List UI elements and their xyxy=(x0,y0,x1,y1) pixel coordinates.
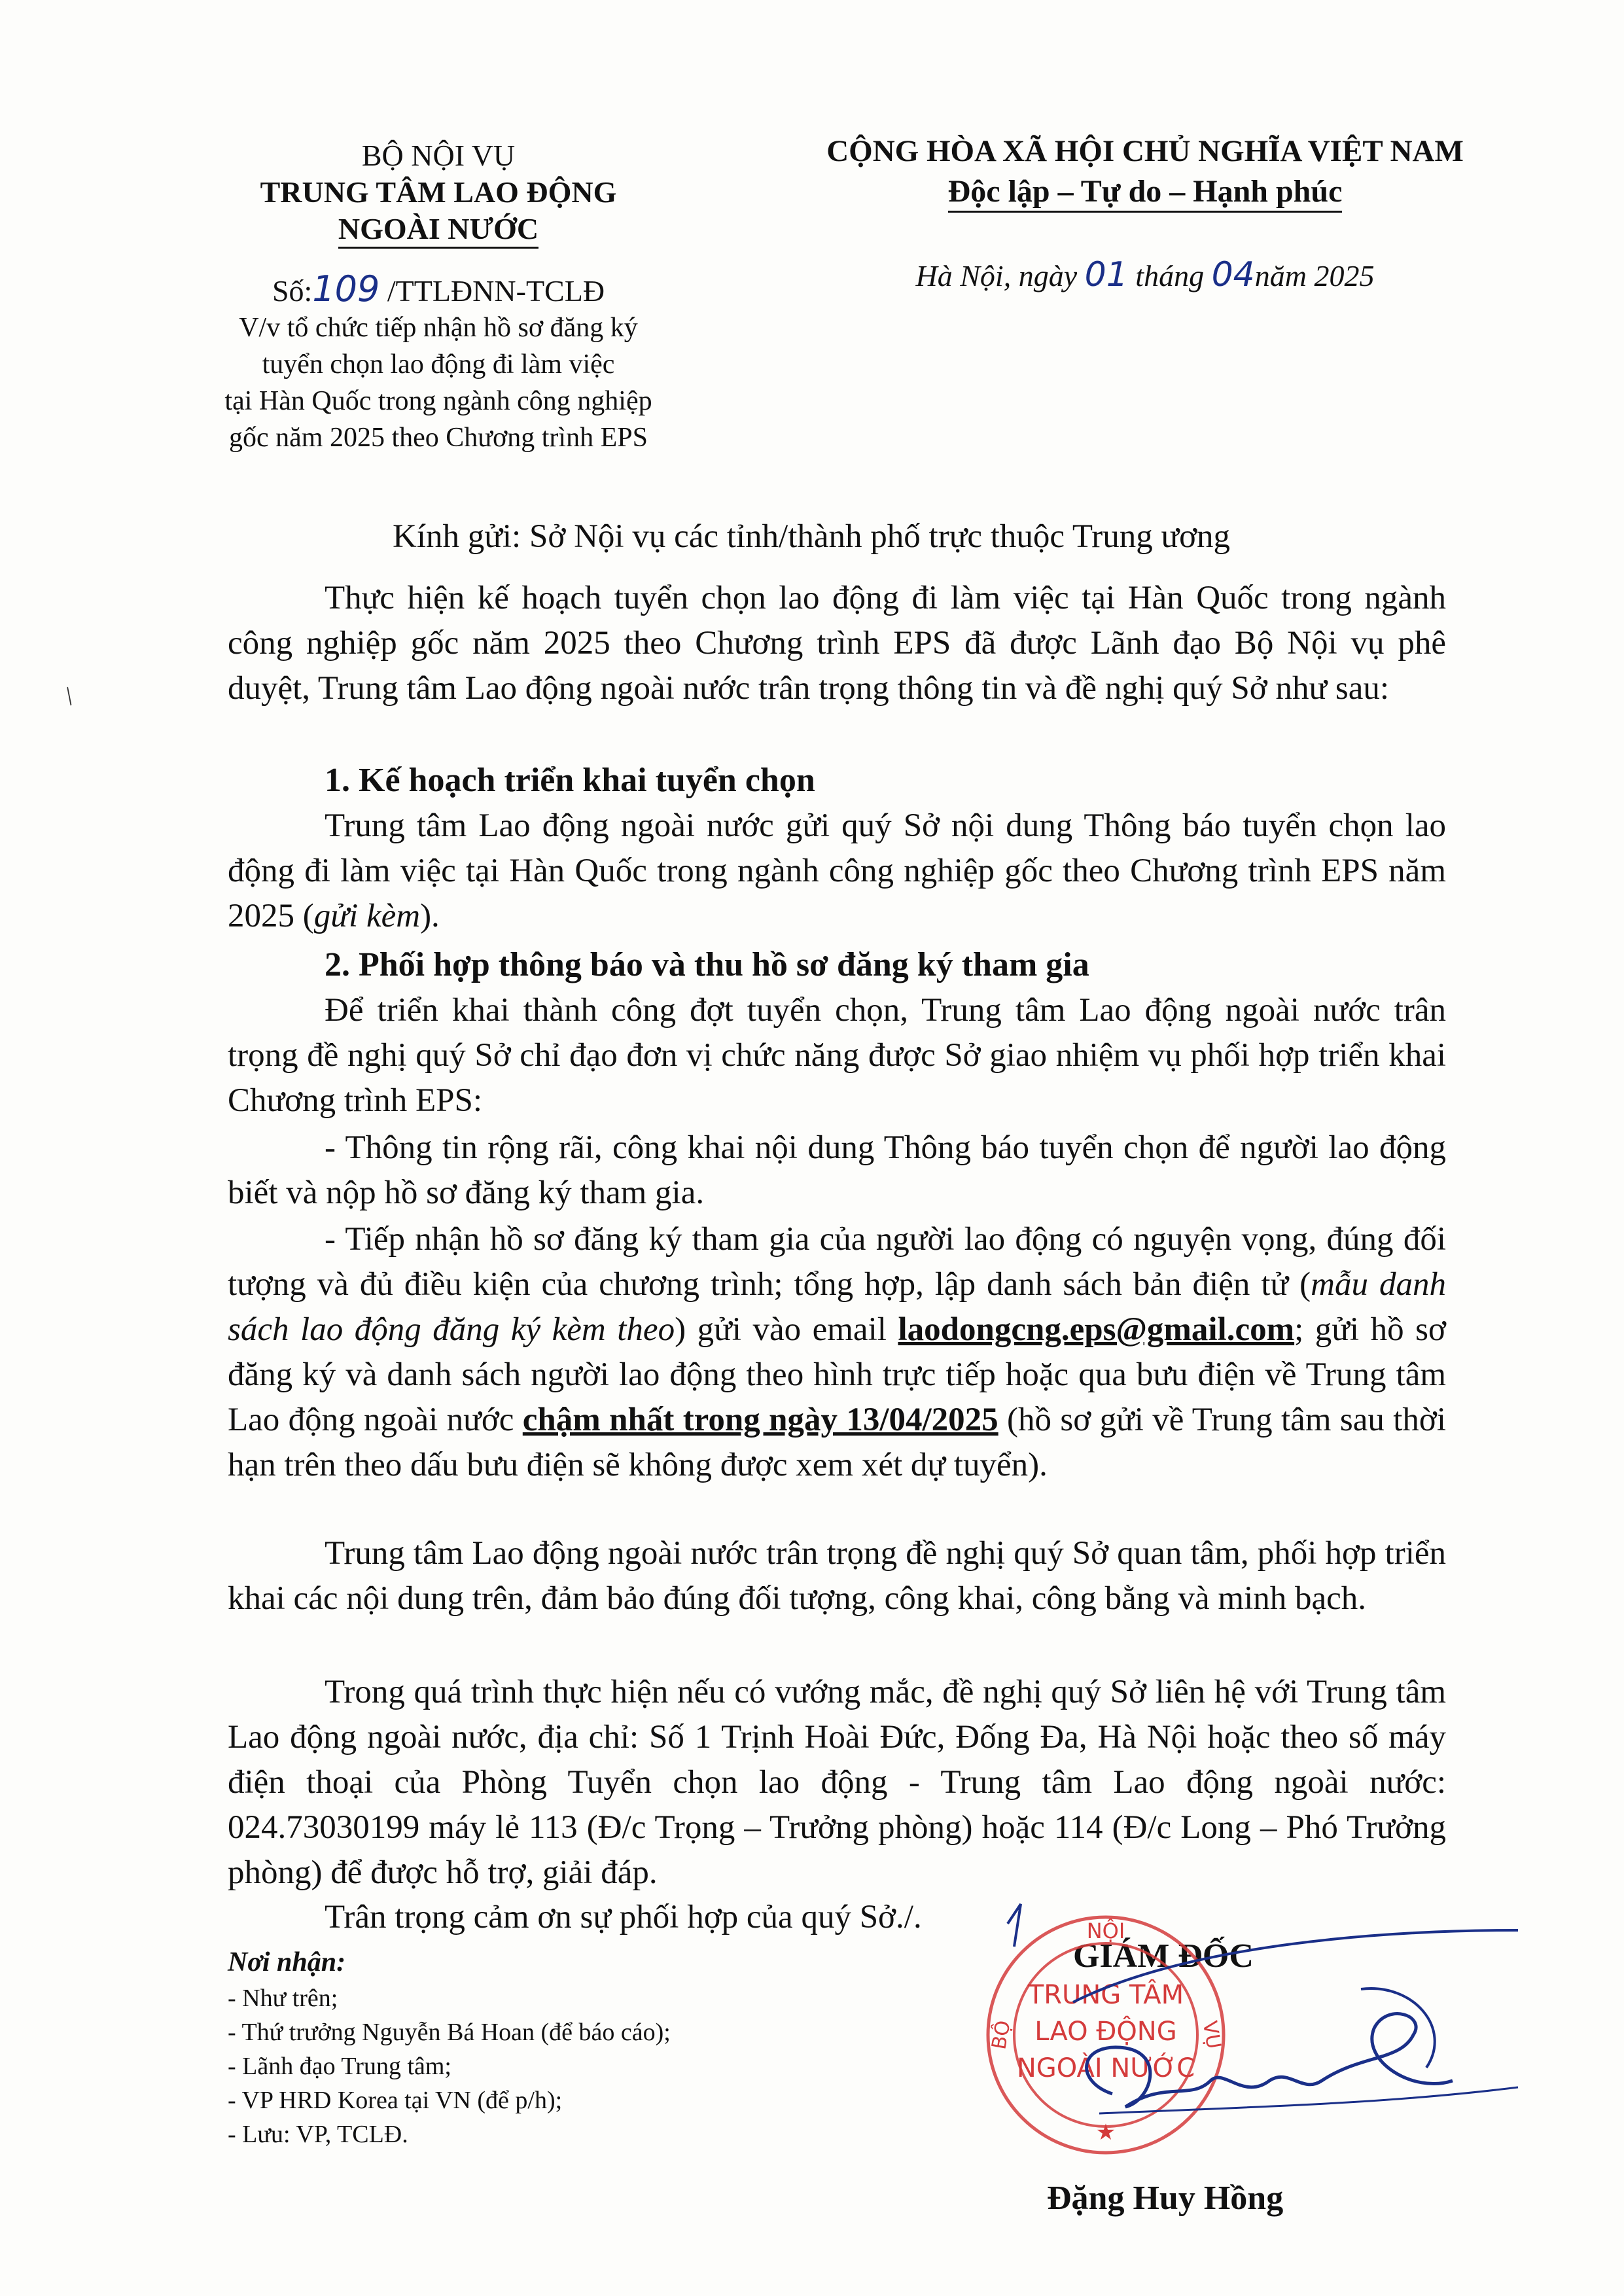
recipient-item: - VP HRD Korea tại VN (để p/h); xyxy=(228,2087,563,2114)
header-left xyxy=(137,137,739,456)
section1-text-main: Trung tâm Lao động ngoài nước gửi quý Sở nội dung Thông báo tuyển chọn lao động đi làm việc tại Hàn Quốc trong ngành công nghiệp gốc theo Chương trình EPS năm 2025 ( xyxy=(228,807,1446,934)
recipient-item: - Lãnh đạo Trung tâm; xyxy=(228,2053,451,2080)
recipient-item: - Như trên; xyxy=(228,1985,338,2012)
thanks-paragraph: Trân trọng cảm ơn sự phối hợp của quý Sở./. xyxy=(325,1899,922,1935)
subject-line-4: gốc năm 2025 theo Chương trình EPS xyxy=(229,423,648,453)
motto-text: Độc lập – Tự do – Hạnh phúc xyxy=(948,174,1343,213)
margin-tick-mark: / xyxy=(58,681,80,711)
section1-text xyxy=(228,804,1446,939)
handwritten-signature xyxy=(995,1884,1531,2172)
date-day: 01 xyxy=(1084,255,1128,294)
subject-line-3: tại Hàn Quốc trong ngành công nghiệp xyxy=(224,386,652,416)
signature-stroke-main xyxy=(1087,2014,1453,2107)
section2-bullet-2 xyxy=(228,1217,1446,1488)
stamp-text-left: BỘ xyxy=(987,2019,1015,2051)
ministry-name: BỘ NỘI VỤ xyxy=(361,139,516,172)
subject-line-2: tuyển chọn lao động đi làm việc xyxy=(262,349,615,380)
recipients-block xyxy=(228,1943,817,2151)
date-month: 04 xyxy=(1211,255,1255,294)
intro-paragraph: Thực hiện kế hoạch tuyển chọn lao động đi làm việc tại Hàn Quốc trong ngành công nghiệp gốc năm 2025 theo Chương trình EPS đã được Lãnh đạo Bộ Nội vụ phê duyệt, Trung tâm Lao động ngoài nước trân trọng thông tin và đề nghị quý Sở như sau: xyxy=(228,580,1446,707)
initials-mark xyxy=(1008,1904,1021,1947)
stamp-line-2: LAO ĐỘNG xyxy=(1034,2017,1177,2047)
center-name-line1: TRUNG TÂM LAO ĐỘNG xyxy=(260,175,617,209)
contact-paragraph: Trong quá trình thực hiện nếu có vướng mắc, đề nghị quý Sở liên hệ với Trung tâm Lao động ngoài nước, địa chỉ: Số 1 Trịnh Hoài Đức, Đống Đa, Hà Nội hoặc theo số máy điện thoại của Phòng Tuyển chọn lao động - Trung tâm Lao động ngoài nước: 024.73030199 máy lẻ 113 (Đ/c Trọng – Trưởng phòng) hoặc 114 (Đ/c Long – Phó Trưởng phòng) để được hỗ trợ, giải đáp. xyxy=(228,1674,1446,1891)
section2-heading: 2. Phối hợp thông báo và thu hồ sơ đăng ký tham gia xyxy=(325,946,1089,983)
section1-text-end: ). xyxy=(420,898,440,934)
recipients-title: Nơi nhận: xyxy=(228,1947,346,1977)
signature-stroke-upper xyxy=(1073,1930,1518,2002)
doc-number-handwritten: 109 xyxy=(312,268,380,309)
cooperation-paragraph: Trung tâm Lao động ngoài nước trân trọng đề nghị quý Sở quan tâm, phối hợp triển khai các nội dung trên, đảm bảo đúng đối tượng, công khai, công bằng và minh bạch. xyxy=(228,1535,1446,1617)
deadline: chậm nhất trong ngày 13/04/2025 xyxy=(522,1402,998,1438)
stamp-text-right: VỤ xyxy=(1197,2019,1226,2051)
stamp-text-top: NỘI xyxy=(1086,1918,1125,1943)
header-right xyxy=(720,131,1570,294)
addressee: Kính gửi: Sở Nội vụ các tỉnh/thành phố trực thuộc Trung ương xyxy=(393,518,1231,555)
date-line xyxy=(720,255,1570,294)
date-month-label: tháng xyxy=(1135,259,1205,292)
doc-number-prefix: Số: xyxy=(272,274,313,308)
section1-text-italic: gửi kèm xyxy=(313,898,421,934)
signature-stroke-loop xyxy=(1361,1988,1435,2068)
stamp-line-1: TRUNG TÂM xyxy=(1027,1980,1184,2010)
signer-name: Đặng Huy Hồng xyxy=(1047,2180,1284,2217)
bullet2-text-c: ; gửi hồ sơ đăng ký và danh sách người lao động theo hình trực tiếp hoặc qua bưu điện về Trung tâm Lao động ngoài nước xyxy=(228,1311,1446,1438)
stamp-star-icon: ★ xyxy=(1095,2121,1116,2145)
motto xyxy=(720,171,1570,212)
section2-intro: Để triển khai thành công đợt tuyển chọn, Trung tâm Lao động ngoài nước trân trọng đề nghị quý Sở chỉ đạo đơn vị chức năng được Sở giao nhiệm vụ phối hợp triển khai Chương trình EPS: xyxy=(228,992,1446,1119)
republic-name: CỘNG HÒA XÃ HỘI CHỦ NGHĨA VIỆT NAM xyxy=(826,134,1464,168)
bullet2-text-a: - Tiếp nhận hồ sơ đăng ký tham gia của người lao động có nguyện vọng, đúng đối tượng và đủ điều kiện của chương trình; tổng hợp, lập danh sách bản điện tử ( xyxy=(228,1221,1446,1303)
recipient-item: - Thứ trưởng Nguyễn Bá Hoan (để báo cáo); xyxy=(228,2019,671,2046)
signer-title: GIÁM ĐỐC xyxy=(1073,1937,1254,1975)
bullet2-italic: mẫu danh sách lao động đăng ký kèm theo xyxy=(228,1266,1446,1348)
doc-number xyxy=(137,268,739,309)
section2-bullet-1: - Thông tin rộng rãi, công khai nội dung Thông báo tuyển chọn để người lao động biết và nộp hồ sơ đăng ký tham gia. xyxy=(228,1129,1446,1211)
bullet2-text-b: ) gửi vào email xyxy=(675,1311,898,1348)
date-prefix: Hà Nội, ngày xyxy=(915,259,1078,292)
section1-heading: 1. Kế hoạch triển khai tuyển chọn xyxy=(325,762,815,799)
date-suffix: năm 2025 xyxy=(1254,259,1375,292)
center-name-line2 xyxy=(137,211,739,247)
center-name-underlined: NGOÀI NƯỚC xyxy=(338,212,538,249)
bullet2-text-d: (hồ sơ gửi về Trung tâm sau thời hạn trên theo dấu bưu điện sẽ không được xem xét dự tuyển). xyxy=(228,1402,1446,1483)
email-address: laodongcng.eps@gmail.com xyxy=(898,1311,1295,1348)
stamp-line-3: NGOÀI NƯỚC xyxy=(1016,2053,1195,2083)
subject-line-1: V/v tổ chức tiếp nhận hồ sơ đăng ký xyxy=(239,313,638,343)
recipient-item: - Lưu: VP, TCLĐ. xyxy=(228,2121,408,2148)
doc-number-suffix: /TTLĐNN-TCLĐ xyxy=(387,274,605,308)
